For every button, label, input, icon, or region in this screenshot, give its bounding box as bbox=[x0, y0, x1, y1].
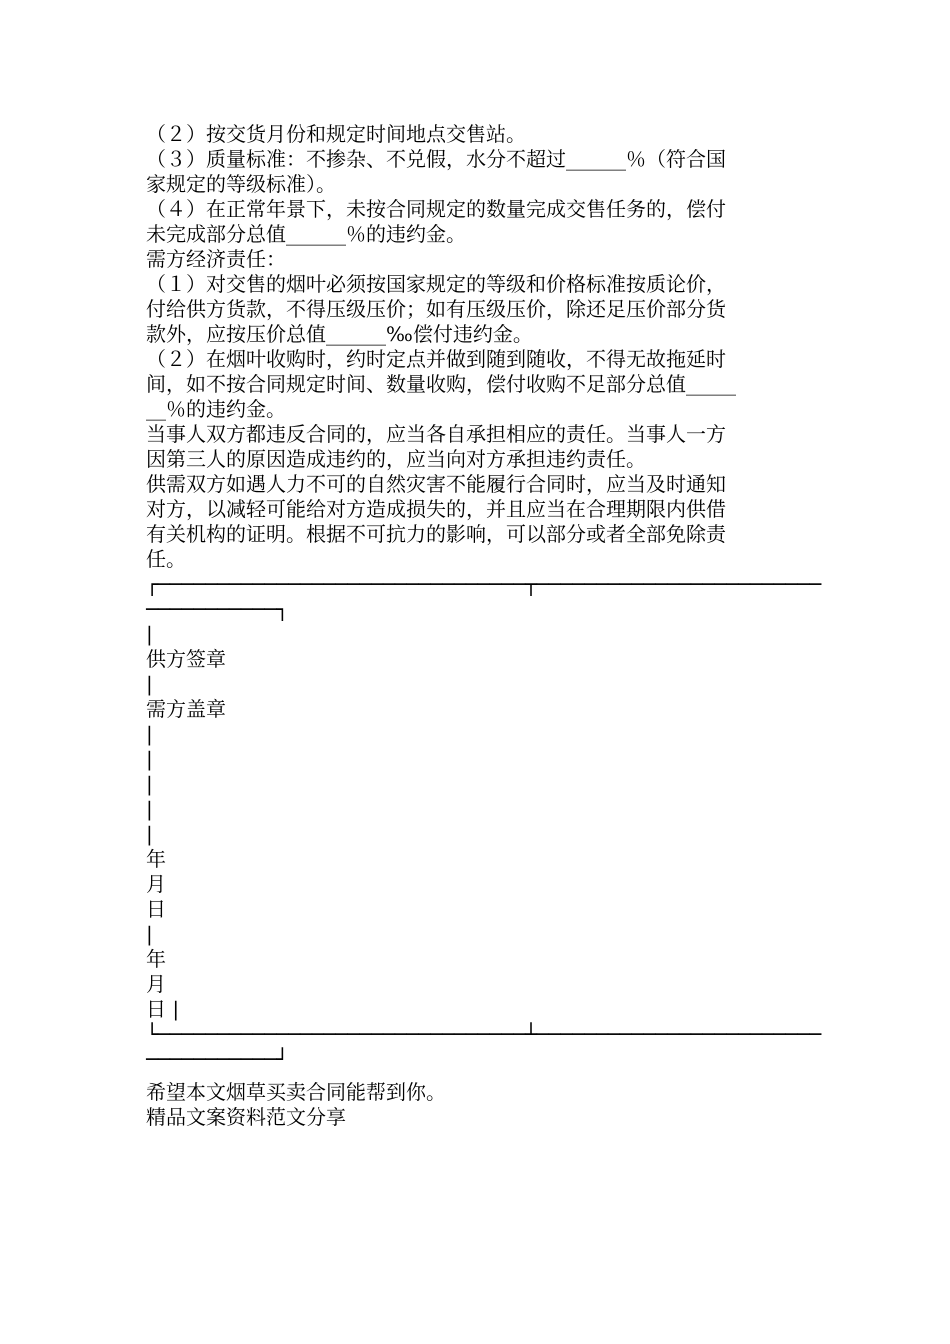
box-bar: | bbox=[146, 722, 153, 746]
body-line: （２）按交货月份和规定时间地点交售站。 bbox=[146, 122, 526, 146]
box-bar: | bbox=[146, 672, 153, 696]
body-line: 供需双方如遇人力不可的自然灾害不能履行合同时，应当及时通知 bbox=[146, 472, 726, 496]
body-line: 未完成部分总值______％的违约金。 bbox=[146, 222, 466, 246]
body-line: 付给供方货款，不得压级压价；如有压级压价，除还足压价部分货 bbox=[146, 297, 726, 321]
date-year: 年 bbox=[146, 847, 166, 871]
buyer-seal-label: 需方盖章 bbox=[146, 697, 226, 721]
body-line: 有关机构的证明。根据不可抗力的影响，可以部分或者全部免除责 bbox=[146, 522, 726, 546]
box-bottom-border-cont: ───────────┘ bbox=[146, 1047, 289, 1071]
box-bar: | bbox=[146, 772, 153, 796]
date-month: 月 bbox=[146, 972, 166, 996]
date-day: 日 bbox=[146, 897, 166, 921]
body-line: __％的违约金。 bbox=[146, 397, 286, 421]
date-month: 月 bbox=[146, 872, 166, 896]
supplier-sign-label: 供方签章 bbox=[146, 647, 226, 671]
body-line: （３）质量标准：不掺杂、不兑假，水分不超过______％（符合国 bbox=[146, 147, 726, 171]
date-year: 年 bbox=[146, 947, 166, 971]
footer-line: 精品文案资料范文分享 bbox=[146, 1105, 346, 1129]
footer-line: 希望本文烟草买卖合同能帮到你。 bbox=[146, 1080, 446, 1104]
contract-body bbox=[146, 122, 806, 572]
body-line: 家规定的等级标准）。 bbox=[146, 172, 336, 196]
body-line: 因第三人的原因造成违约的，应当向对方承担违约责任。 bbox=[146, 447, 646, 471]
body-line: 款外，应按压价总值______‰偿付违约金。 bbox=[146, 322, 533, 346]
box-bar: | bbox=[146, 622, 153, 646]
box-bar: | bbox=[146, 922, 153, 946]
box-bar: | bbox=[146, 822, 153, 846]
date-day: 日 | bbox=[146, 997, 180, 1021]
document-page bbox=[146, 122, 821, 1130]
body-line: （２）在烟叶收购时，约时定点并做到随到随收，不得无故拖延时 bbox=[146, 347, 726, 371]
body-line: 间，如不按合同规定时间、数量收购，偿付收购不足部分总值_____ bbox=[146, 372, 736, 396]
box-bar: | bbox=[146, 797, 153, 821]
body-line: （１）对交售的烟叶必须按国家规定的等级和价格标准按质论价， bbox=[146, 272, 726, 296]
box-bottom-border: └───────────────────────────────┴──────────────────────── bbox=[146, 1022, 821, 1046]
body-line: 任。 bbox=[146, 547, 186, 571]
signature-box bbox=[146, 572, 821, 1072]
body-line: （４）在正常年景下，未按合同规定的数量完成交售任务的，偿付 bbox=[146, 197, 726, 221]
box-top-border: ┌───────────────────────────────┬──────────────────────── bbox=[146, 572, 821, 596]
footer bbox=[146, 1080, 806, 1130]
body-line: 对方，以减轻可能给对方造成损失的，并且应当在合理期限内供借 bbox=[146, 497, 726, 521]
body-line: 当事人双方都违反合同的，应当各自承担相应的责任。当事人一方 bbox=[146, 422, 726, 446]
box-top-border-cont: ───────────┐ bbox=[146, 597, 289, 621]
box-bar: | bbox=[146, 747, 153, 771]
body-line: 需方经济责任： bbox=[146, 247, 286, 271]
